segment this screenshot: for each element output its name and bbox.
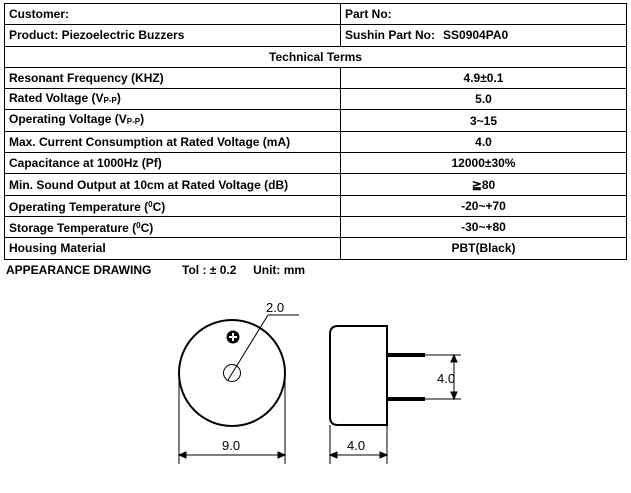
product-label: Product: Piezoelectric Buzzers: [5, 25, 341, 46]
tolerance-note: Tol : ± 0.2: [182, 263, 237, 277]
arrowhead: [380, 452, 387, 458]
drawing-title: [6, 263, 305, 277]
spec-label: [5, 195, 341, 216]
body-height-label: 4.0: [347, 438, 366, 453]
spec-label-text: C): [152, 199, 166, 214]
body-diameter-label: 9.0: [222, 438, 241, 453]
spec-label-subscript: P-P: [126, 117, 141, 127]
spec-label-superscript: 0: [136, 221, 141, 231]
spec-label-text: ): [116, 90, 121, 105]
arrowhead: [330, 452, 337, 458]
spec-label-text: Storage Temperature (: [9, 221, 137, 236]
table-row: [5, 110, 627, 131]
table-row: [5, 89, 627, 110]
table-row: [5, 195, 627, 216]
table-row: [5, 67, 627, 88]
table-row: [5, 25, 627, 46]
arrowhead: [278, 452, 285, 458]
sushin-part-no-label: Sushin Part No:: [345, 28, 436, 43]
buzzer-body-side: [330, 326, 387, 425]
spec-label-subscript: P-P: [103, 95, 117, 105]
spec-value: 5.0: [341, 89, 627, 110]
spec-label-superscript: 0: [148, 199, 153, 209]
spec-value: 4.9±0.1: [341, 67, 627, 88]
spec-value: 12000±30%: [341, 153, 627, 174]
hole-leader-line: [228, 315, 268, 380]
appearance-drawing: [0, 280, 631, 493]
table-row: [5, 4, 627, 25]
arrowhead: [451, 392, 457, 399]
spec-label: [5, 89, 341, 110]
spec-table: [4, 3, 627, 260]
spec-label: Min. Sound Output at 10cm at Rated Voltage (dB): [5, 174, 341, 195]
customer-label: Customer:: [5, 4, 341, 25]
drawing-heading: APPEARANCE DRAWING: [6, 263, 152, 277]
spec-value: ≧80: [341, 174, 627, 195]
spec-value: 3~15: [341, 110, 627, 131]
unit-note: Unit: mm: [253, 263, 306, 277]
spec-label-text: Rated Voltage (V: [9, 90, 104, 105]
spec-label: Capacitance at 1000Hz (Pf): [5, 153, 341, 174]
spec-label: Resonant Frequency (KHZ): [5, 67, 341, 88]
table-row: [5, 174, 627, 195]
part-no-label: Part No:: [341, 4, 627, 25]
sushin-part-no-value: SS0904PA0: [443, 28, 509, 43]
table-row: [5, 216, 627, 237]
spec-label: Housing Material: [5, 238, 341, 259]
spec-label: [5, 110, 341, 131]
arrowhead: [179, 452, 186, 458]
spec-value: -30~+80: [341, 216, 627, 237]
arrowhead: [451, 355, 457, 362]
spec-value: -20~+70: [341, 195, 627, 216]
spec-label-text: ): [140, 112, 145, 127]
hole-diameter-label: 2.0: [266, 300, 285, 315]
spec-value: PBT(Black): [341, 238, 627, 259]
table-row: [5, 46, 627, 67]
table-row: [5, 238, 627, 259]
spec-label-text: C): [140, 221, 154, 236]
spec-label: [5, 216, 341, 237]
table-row: [5, 131, 627, 152]
sushin-part-no: [341, 25, 627, 46]
section-title: Technical Terms: [5, 46, 627, 67]
spec-label: Max. Current Consumption at Rated Voltage (mA): [5, 131, 341, 152]
table-row: [5, 153, 627, 174]
pin-spacing-label: 4.0: [437, 371, 456, 386]
spec-label-text: Operating Voltage (V: [9, 112, 127, 127]
spec-label-text: Operating Temperature (: [9, 199, 149, 214]
spec-value: 4.0: [341, 131, 627, 152]
